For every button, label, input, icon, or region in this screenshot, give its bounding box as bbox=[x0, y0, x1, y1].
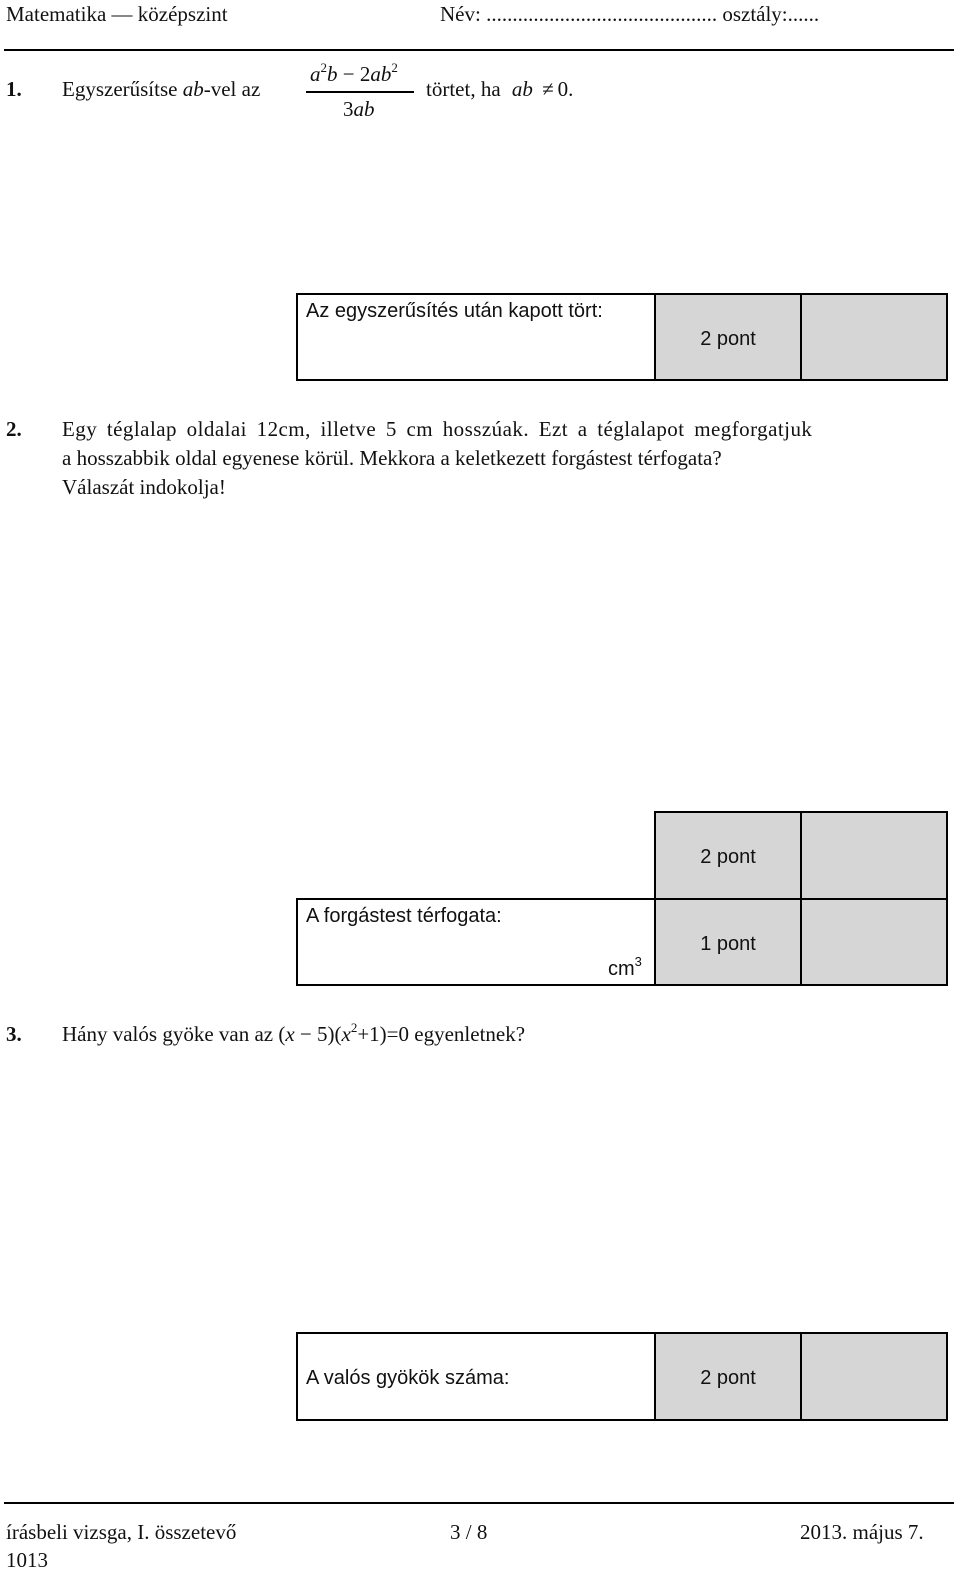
answer3-score-cell[interactable] bbox=[800, 1332, 948, 1421]
problem2-number: 2. bbox=[6, 417, 22, 441]
header-rule bbox=[4, 49, 954, 51]
num-b: b bbox=[327, 62, 338, 86]
p3-x1: x bbox=[285, 1022, 295, 1046]
answer2-label: A forgástest térfogata: bbox=[306, 905, 502, 927]
problem1-text-before: Egyszerűsítse bbox=[62, 77, 178, 101]
problem2-line1: Egy téglalap oldalai 12cm, illetve 5 cm hosszúak. Ezt a téglalapot megforgatjuk bbox=[62, 417, 813, 441]
answer3-points-cell bbox=[654, 1332, 802, 1421]
header-name-class-field: Név: ............................................ osztály:...... bbox=[440, 2, 820, 26]
footer-rule bbox=[4, 1502, 954, 1504]
answer1-label: Az egyszerűsítés után kapott tört: bbox=[306, 300, 603, 322]
p3-text-c: +1)=0 egyenletnek? bbox=[357, 1022, 526, 1046]
answer2-points-bottom-cell bbox=[654, 898, 802, 986]
p3-text-b: − 5)( bbox=[294, 1022, 342, 1046]
num-two: 2 bbox=[359, 62, 371, 86]
problem2-line2: a hosszabbik oldal egyenese körül. Mekkora a keletkezett forgástest térfogata? bbox=[62, 446, 722, 470]
p3-x2: x bbox=[341, 1022, 351, 1046]
problem2-line3: Válaszát indokolja! bbox=[62, 475, 226, 499]
answer2-score-top-cell[interactable] bbox=[800, 811, 948, 900]
num-sup2: 2 bbox=[391, 60, 398, 75]
answer2-score-bottom-cell[interactable] bbox=[800, 898, 948, 986]
p3-text-a: Hány valós gyöke van az ( bbox=[62, 1022, 286, 1046]
problem3-text bbox=[62, 1022, 525, 1047]
answer2-box[interactable] bbox=[296, 898, 656, 986]
cond-var: ab bbox=[511, 77, 533, 101]
answer3-box[interactable] bbox=[296, 1332, 656, 1421]
problem1-text-mid: -vel az bbox=[203, 77, 261, 101]
cond-neq: ≠ bbox=[542, 77, 554, 101]
cond-end: . bbox=[568, 77, 574, 101]
footer-exam-type: írásbeli vizsga, I. összetevő bbox=[6, 1520, 237, 1544]
footer-code: 1013 bbox=[6, 1548, 48, 1572]
problem1-number: 1. bbox=[6, 77, 22, 101]
fraction-numerator bbox=[310, 62, 398, 87]
answer1-score-cell[interactable] bbox=[800, 293, 948, 381]
answer1-points-cell bbox=[654, 293, 802, 381]
answer3-points: 2 pont bbox=[700, 1367, 756, 1389]
problem1-after-label: törtet, ha bbox=[426, 77, 501, 101]
answer2-unit bbox=[608, 954, 642, 981]
answer2-points-bottom: 1 pont bbox=[700, 933, 756, 955]
den-three: 3 bbox=[343, 97, 354, 121]
problem1-var: ab bbox=[182, 77, 204, 101]
fraction-denominator bbox=[343, 97, 375, 122]
header-subject: Matematika — középszint bbox=[6, 2, 228, 26]
footer-page-number: 3 / 8 bbox=[450, 1520, 488, 1544]
answer1-box[interactable] bbox=[296, 293, 656, 381]
num-a: a bbox=[310, 62, 321, 86]
answer1-points: 2 pont bbox=[700, 328, 756, 350]
problem1-text-after bbox=[426, 77, 573, 102]
num-sup1: 2 bbox=[320, 60, 327, 75]
den-ab: ab bbox=[353, 97, 375, 121]
num-ab: ab bbox=[370, 62, 392, 86]
answer2-points-top-cell bbox=[654, 811, 802, 900]
problem3-number: 3. bbox=[6, 1022, 22, 1046]
unit-sup: 3 bbox=[634, 954, 642, 969]
answer2-points-top: 2 pont bbox=[700, 846, 756, 868]
problem1-text bbox=[62, 77, 260, 102]
answer3-label: A valós gyökök száma: bbox=[306, 1367, 510, 1389]
num-minus: − bbox=[342, 62, 355, 86]
unit-cm: cm bbox=[608, 958, 635, 980]
footer-date: 2013. május 7. bbox=[800, 1520, 924, 1544]
p3-sup: 2 bbox=[350, 1020, 358, 1035]
fraction-bar bbox=[306, 91, 414, 93]
cond-zero: 0 bbox=[557, 77, 569, 101]
